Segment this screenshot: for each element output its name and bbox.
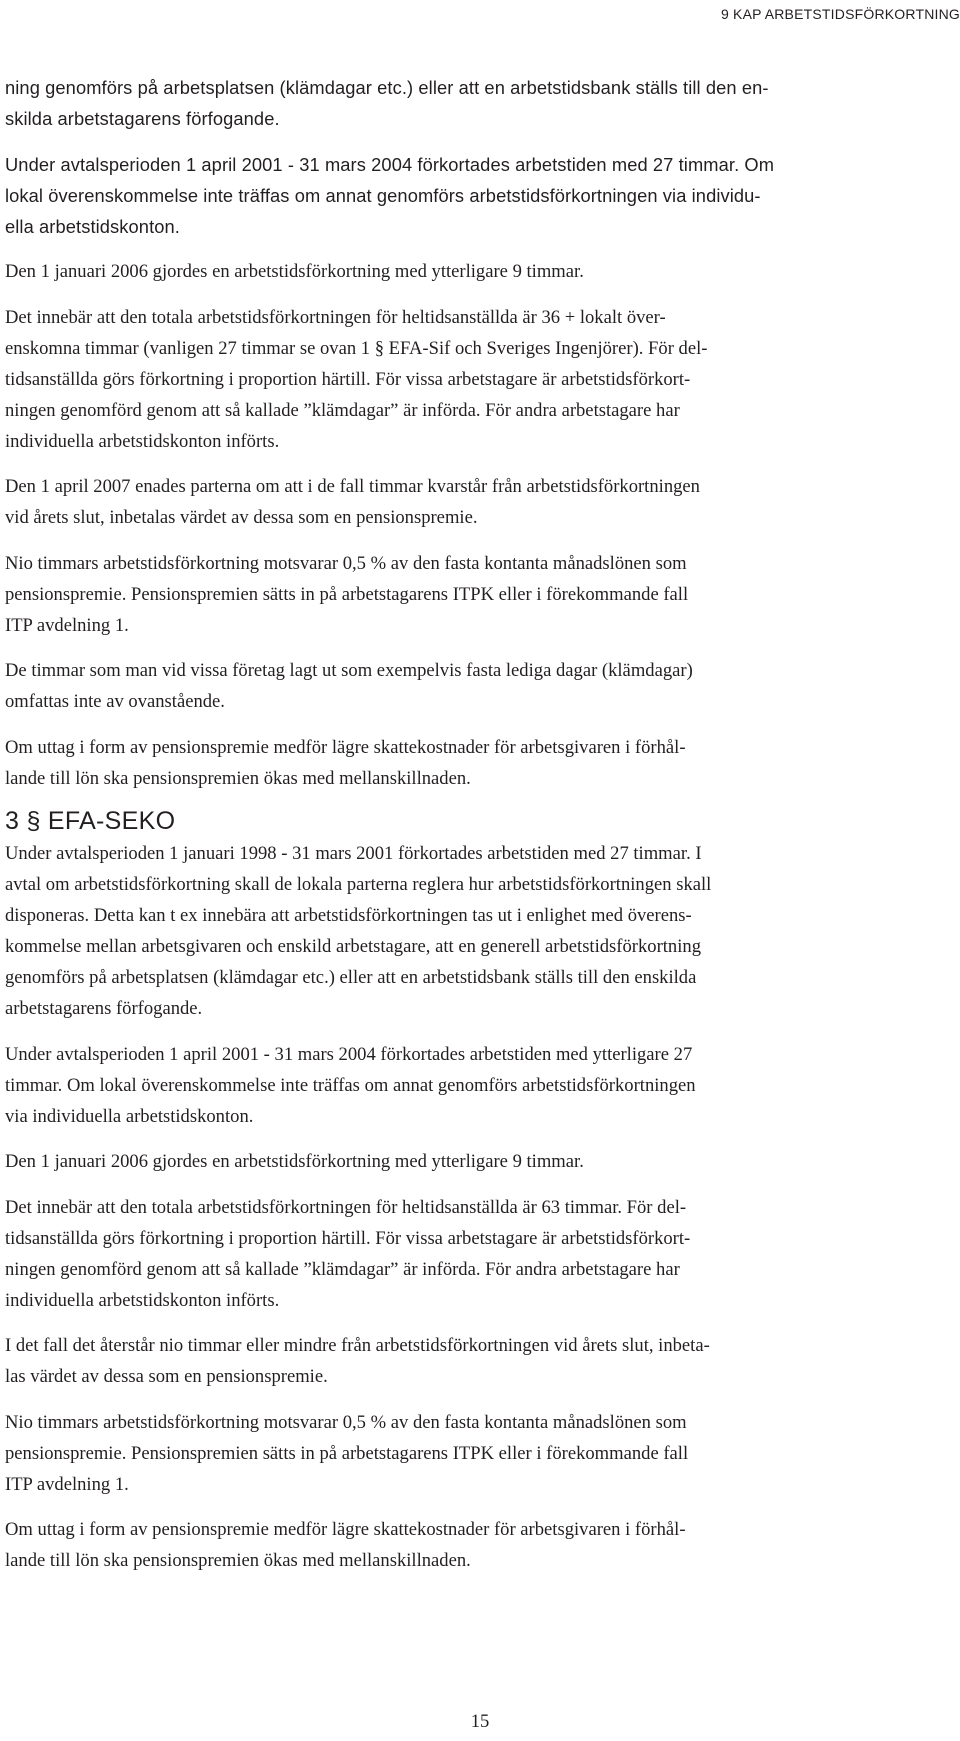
paragraph-avtalsperiod-2001-seko: [5, 1039, 955, 1132]
paragraph-januari-2006: [5, 256, 955, 287]
text-line: Den 1 april 2007 enades parterna om att i de fall timmar kvarstår från arbetstidsförkortningen: [5, 476, 700, 497]
text-line: ITP avdelning 1.: [5, 1473, 129, 1495]
text-line: genomförs på arbetsplatsen (klämdagar etc.) eller att en arbetstidsbank ställs till den enskilda: [5, 967, 697, 988]
text-line: las värdet av dessa som en pensionspremie.: [5, 1366, 328, 1387]
text-line: tidsanställda görs förkortning i proportion härtill. För vissa arbetstagare är arbetstidsförkort-: [5, 368, 691, 390]
text-line: Det innebär att den totala arbetstidsförkortningen för heltidsanställda är 36 + lokalt över-: [5, 306, 666, 328]
text-line: individuella arbetstidskonton införts.: [5, 1289, 280, 1311]
page-number: 15: [470, 1711, 490, 1732]
text-line: Den 1 januari 2006 gjordes en arbetstidsförkortning med ytterligare 9 timmar.: [5, 261, 584, 282]
text-line: Det innebär att den totala arbetstidsförkortningen för heltidsanställda är 63 timmar. För del-: [5, 1196, 687, 1218]
text-line: ITP avdelning 1.: [5, 614, 129, 636]
text-line: Under avtalsperioden 1 april 2001 - 31 mars 2004 förkortades arbetstiden med ytterligare 27: [5, 1043, 693, 1065]
paragraph-januari-2006-seko: [5, 1146, 955, 1177]
paragraph-total-forkortning-seko: [5, 1192, 955, 1316]
text-line: Under avtalsperioden 1 april 2001 - 31 mars 2004 förkortades arbetstiden med 27 timmar. Om: [5, 153, 775, 175]
text-line: I det fall det återstår nio timmar eller mindre från arbetstidsförkortningen vid årets slut, inbeta-: [5, 1335, 710, 1356]
text-line: Om uttag i form av pensionspremie medför lägre skattekostnader för arbetsgivaren i förhål-: [5, 1519, 686, 1540]
paragraph-aterstar-timmar: [5, 1330, 955, 1392]
paragraph-total-forkortning: [5, 302, 955, 457]
text-line: ningen genomförd genom att så kallade ”klämdagar” är införda. För andra arbetstagare har: [5, 399, 680, 421]
text-line: ella arbetstidskonton.: [5, 215, 180, 237]
text-line: omfattas inte av ovanstående.: [5, 691, 225, 712]
paragraph-pensionspremie-seko: [5, 1407, 955, 1500]
text-line: Nio timmars arbetstidsförkortning motsvarar 0,5 % av den fasta kontanta månadslönen som: [5, 1411, 687, 1433]
paragraph-avtalsperiod-2001: [5, 149, 955, 242]
text-line: pensionspremie. Pensionspremien sätts in på arbetstagarens ITPK eller i förekommande fall: [5, 1442, 689, 1464]
section-heading: 3 § EFA-SEKO: [5, 807, 176, 835]
text-line: lande till lön ska pensionspremien ökas med mellanskillnaden.: [5, 767, 471, 789]
text-line: Under avtalsperioden 1 januari 1998 - 31 mars 2001 förkortades arbetstiden med 27 timmar. I: [5, 843, 702, 864]
text-line: kommelse mellan arbetsgivaren och enskild arbetstagare, att en generell arbetstidsförkortning: [5, 936, 701, 957]
text-line: Om uttag i form av pensionspremie medför lägre skattekostnader för arbetsgivaren i förhål-: [5, 736, 686, 758]
text-line: De timmar som man vid vissa företag lagt ut som exempelvis fasta lediga dagar (klämdagar): [5, 660, 693, 681]
text-line: vid årets slut, inbetalas värdet av dessa som en pensionspremie.: [5, 507, 478, 528]
paragraph-avtalsperiod-1998: [5, 838, 955, 1024]
text-line: via individuella arbetstidskonton.: [5, 1105, 254, 1127]
text-line: ningen genomförd genom att så kallade ”klämdagar” är införda. För andra arbetstagare har: [5, 1258, 680, 1280]
text-line: enskomna timmar (vanligen 27 timmar se ovan 1 § EFA-Sif och Sveriges Ingenjörer). För del-: [5, 337, 708, 359]
text-line: Den 1 januari 2006 gjordes en arbetstidsförkortning med ytterligare 9 timmar.: [5, 1151, 584, 1172]
paragraph-pensionspremie: [5, 548, 955, 641]
page-body: [5, 72, 955, 1591]
text-line: Nio timmars arbetstidsförkortning motsvarar 0,5 % av den fasta kontanta månadslönen som: [5, 552, 687, 574]
paragraph-april-2007: [5, 471, 955, 533]
text-line: timmar. Om lokal överenskommelse inte träffas om annat genomförs arbetstidsförkortningen: [5, 1074, 696, 1096]
text-line: tidsanställda görs förkortning i proportion härtill. För vissa arbetstagare är arbetstidsförkort-: [5, 1227, 691, 1249]
paragraph-continuation: [5, 72, 955, 134]
text-line: ning genomförs på arbetsplatsen (klämdagar etc.) eller att en arbetstidsbank ställs till den en-: [5, 77, 769, 98]
paragraph-klamdagar: [5, 655, 955, 717]
text-line: skilda arbetstagarens förfogande.: [5, 108, 280, 129]
text-line: disponeras. Detta kan t ex innebära att arbetstidsförkortningen tas ut i enlighet med överens-: [5, 905, 692, 926]
text-line: pensionspremie. Pensionspremien sätts in på arbetstagarens ITPK eller i förekommande fall: [5, 583, 689, 605]
text-line: individuella arbetstidskonton införts.: [5, 430, 280, 452]
text-line: arbetstagarens förfogande.: [5, 998, 203, 1019]
paragraph-uttag-pensionspremie-seko: [5, 1514, 955, 1576]
text-line: lande till lön ska pensionspremien ökas med mellanskillnaden.: [5, 1550, 471, 1571]
text-line: lokal överenskommelse inte träffas om annat genomförs arbetstidsförkortningen via individu-: [5, 184, 761, 206]
running-header: 9 KAP ARBETSTIDSFÖRKORTNING: [720, 6, 960, 22]
paragraph-uttag-pensionspremie: [5, 732, 955, 794]
text-line: avtal om arbetstidsförkortning skall de lokala parterna reglera hur arbetstidsförkortningen skall: [5, 874, 712, 895]
